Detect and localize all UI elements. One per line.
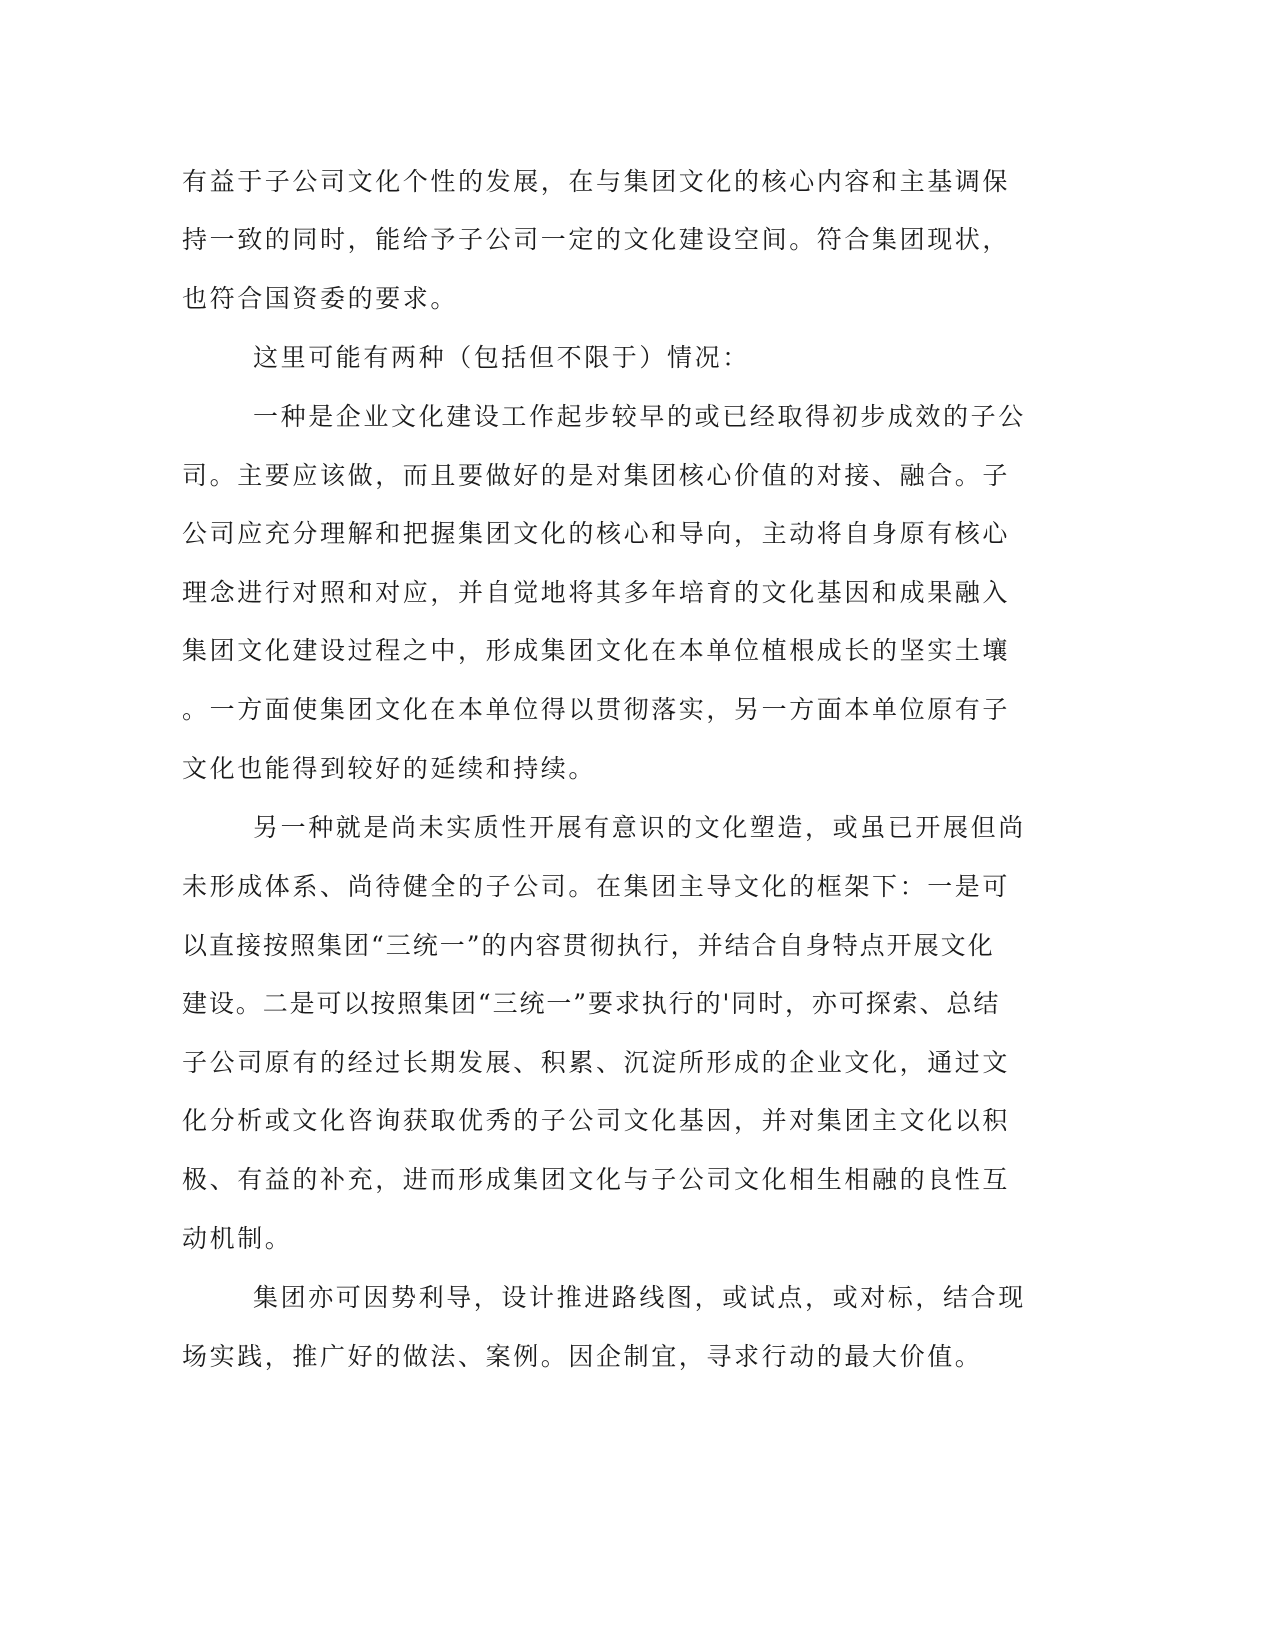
- text-line: 化分析或文化咨询获取优秀的子公司文化基因，并对集团主文化以积: [182, 1106, 1011, 1135]
- text-line: 未形成体系、尚待健全的子公司。在集团主导文化的框架下：一是可: [182, 872, 1011, 901]
- text-line: 建设。二是可以按照集团“三统一”要求执行的'同时，亦可探索、总结: [182, 989, 1001, 1018]
- text-line: 场实践，推广好的做法、案例。因企制宜，寻求行动的最大价值。: [182, 1342, 983, 1371]
- text-line: 理念进行对照和对应，并自觉地将其多年培育的文化基因和成果融入: [182, 578, 1011, 607]
- text-line: 极、有益的补充，进而形成集团文化与子公司文化相生相融的良性互: [182, 1165, 1011, 1194]
- text-line: 动机制。: [182, 1224, 293, 1253]
- text-line: 这里可能有两种（包括但不限于）情况：: [253, 343, 750, 372]
- text-line: 。一方面使集团文化在本单位得以贯彻落实，另一方面本单位原有子: [182, 695, 1011, 724]
- text-line: 司。主要应该做，而且要做好的是对集团核心价值的对接、融合。子: [182, 461, 1011, 490]
- text-line: 也符合国资委的要求。: [182, 284, 459, 313]
- text-line: 以直接按照集团“三统一”的内容贯彻执行，并结合自身特点开展文化: [182, 931, 995, 960]
- text-line: 文化也能得到较好的延续和持续。: [182, 754, 597, 783]
- text-line: 一种是企业文化建设工作起步较早的或已经取得初步成效的子公: [253, 402, 1026, 431]
- text-line: 子公司原有的经过长期发展、积累、沉淀所形成的企业文化，通过文: [182, 1048, 1011, 1077]
- text-line: 公司应充分理解和把握集团文化的核心和导向，主动将自身原有核心: [182, 519, 1011, 548]
- text-line: 有益于子公司文化个性的发展，在与集团文化的核心内容和主基调保: [182, 167, 1011, 196]
- text-line: 持一致的同时，能给予子公司一定的文化建设空间。符合集团现状，: [182, 225, 1011, 254]
- text-line: 集团文化建设过程之中，形成集团文化在本单位植根成长的坚实土壤: [182, 636, 1011, 665]
- text-line: 集团亦可因势利导，设计推进路线图，或试点，或对标，结合现: [253, 1283, 1026, 1312]
- text-line: 另一种就是尚未实质性开展有意识的文化塑造，或虽已开展但尚: [253, 813, 1026, 842]
